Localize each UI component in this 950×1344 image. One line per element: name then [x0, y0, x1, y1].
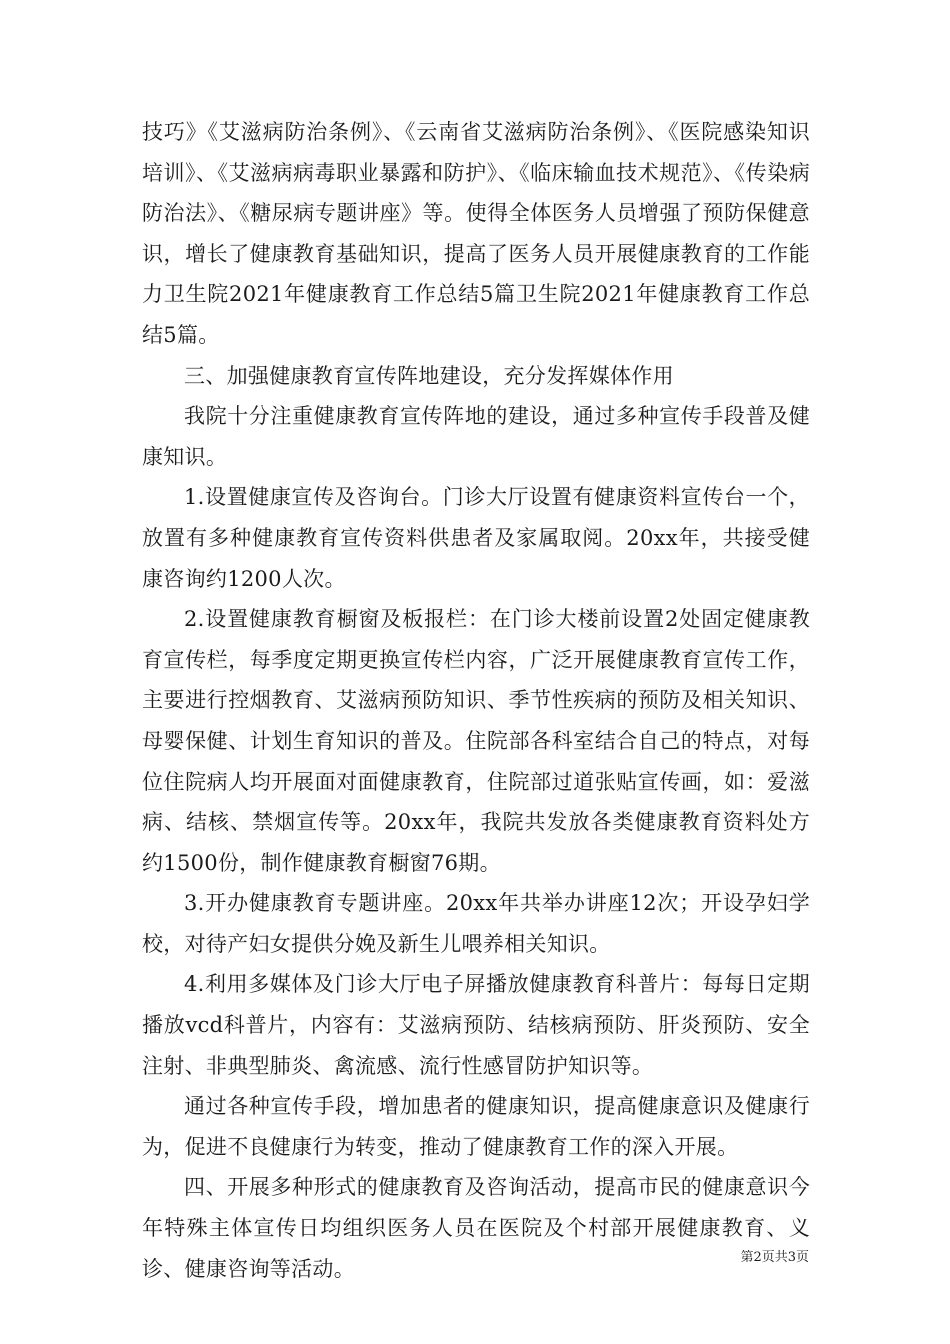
paragraph-summary: 通过各种宣传手段，增加患者的健康知识，提高健康意识及健康行为，促进不良健康行为转变，推动了健康教育工作的深入开展。	[142, 1094, 810, 1159]
list-item-2: 2.设置健康教育橱窗及板报栏：在门诊大楼前设置2处固定健康教育宣传栏，每季度定期更换宣传栏内容，广泛开展健康教育宣传工作，主要进行控烟教育、艾滋病预防知识、季节性疾病的预防及相关知识、母婴保健、计划生育知识的普及。住院部各科室结合自己的特点，对每位住院病人均开展面对面健康教育，住院部过道张贴宣传画，如：爱滋病、结核、禁烟宣传等。20xx年，我院共发放各类健康教育资料处方约1500份，制作健康教育橱窗76期。	[142, 607, 810, 875]
paragraph-3: 我院十分注重健康教育宣传阵地的建设，通过多种宣传手段普及健康知识。	[142, 404, 810, 469]
list-item-4: 4.利用多媒体及门诊大厅电子屏播放健康教育科普片：每每日定期播放vcd科普片，内容有：艾滋病预防、结核病预防、肝炎预防、安全注射、非典型肺炎、禽流感、流行性感冒防护知识等。	[142, 972, 810, 1078]
section-heading-4: 四、开展多种形式的健康教育及咨询活动，提高市民的健康意识今年特殊主体宣传日均组织医务人员在医院及个村部开展健康教育、义诊、健康咨询等活动。	[142, 1175, 810, 1281]
document-page	[142, 112, 810, 1289]
list-item-3: 3.开办健康教育专题讲座。20xx年共举办讲座12次；开设孕妇学校，对待产妇女提供分娩及新生儿喂养相关知识。	[142, 891, 810, 956]
page-number: 第2页共3页	[740, 1250, 809, 1265]
paragraph-1: 技巧》《艾滋病防治条例》、《云南省艾滋病防治条例》、《医院感染知识培训》、《艾滋病病毒职业暴露和防护》、《临床输血技术规范》、《传染病防治法》、《糖尿病专题讲座》等。使得全体医务人员增强了预防保健意识，增长了健康教育基础知识，提高了医务人员开展健康教育的工作能力卫生院2021年健康教育工作总结5篇卫生院2021年健康教育工作总结5篇。	[142, 120, 810, 347]
section-heading-3: 三、加强健康教育宣传阵地建设，充分发挥媒体作用	[184, 363, 674, 388]
list-item-1: 1.设置健康宣传及咨询台。门诊大厅设置有健康资料宣传台一个，放置有多种健康教育宣传资料供患者及家属取阅。20xx年，共接受健康咨询约1200人次。	[142, 485, 810, 591]
